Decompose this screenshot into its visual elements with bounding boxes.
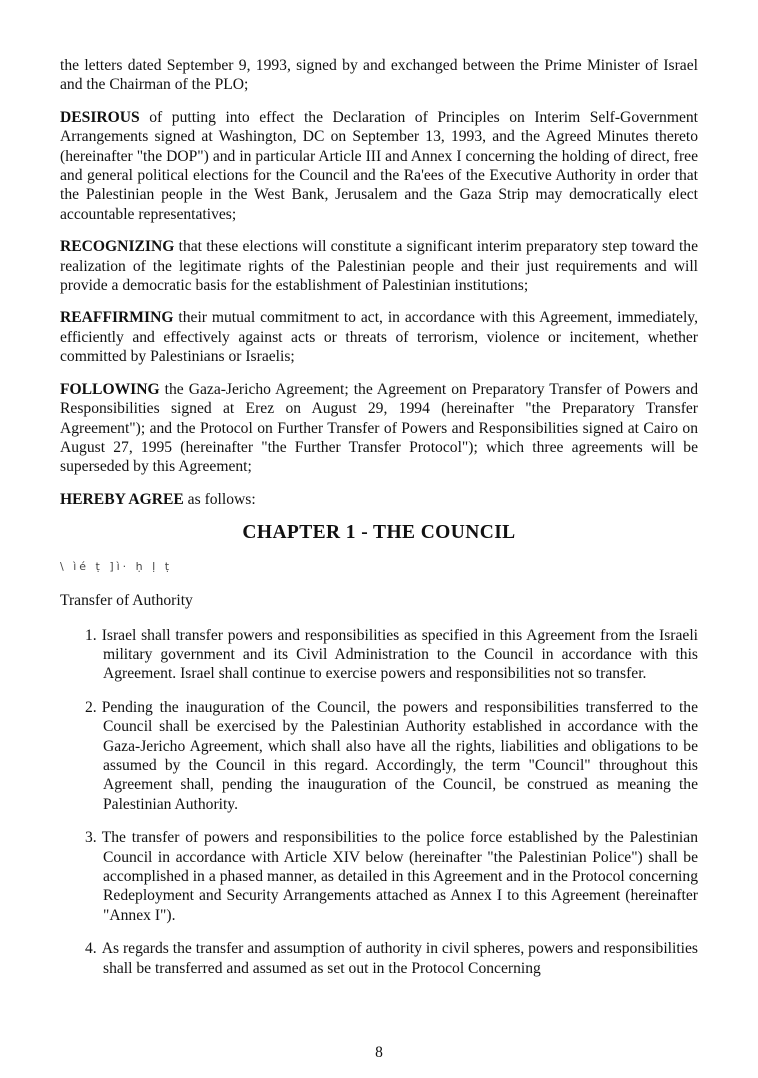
page-number: 8 bbox=[375, 1044, 383, 1061]
list-item-text: Israel shall transfer powers and responsibilities as specified in this Agreement from the Israeli military government and its Civil Administration to the Council in accordance with this Agreement. Israel shall continue to exercise powers and responsibilities not so transfer. bbox=[101, 626, 698, 683]
hereby-agree-paragraph bbox=[60, 490, 698, 509]
list-item-number: 2. bbox=[85, 698, 97, 716]
paragraph-text: their mutual commitment to act, in accordance with this Agreement, immediately, efficiently and effectively against acts or threats of terrorism, violence or incitement, whether committed by Palestinians or Israelis; bbox=[60, 309, 698, 366]
paragraph-text: the Gaza-Jericho Agreement; the Agreement on Preparatory Transfer of Powers and Responsibilities signed at Erez on August 29, 1994 (hereinafter "the Preparatory Transfer Agreement"); and the Protocol on Further Transfer of Powers and Responsibilities signed at Cairo on August 27, 1995 (hereinafter "the Further Transfer Protocol"); which three agreements will be superseded by this Agreement; bbox=[60, 380, 698, 476]
list-item-text: As regards the transfer and assumption of authority in civil spheres, powers and responsibilities shall be transferred and assumed as set out in the Protocol Concerning bbox=[101, 940, 698, 977]
list-item-number: 3. bbox=[85, 829, 97, 847]
paragraph-lead: DESIROUS bbox=[60, 108, 140, 126]
list-item-text: Pending the inauguration of the Council, the powers and responsibilities transferred to the Council shall be exercised by the Palestinian Authority established in accordance with the Gaza-Jericho Agreement, which shall also have all the rights, liabilities and obligations to be assumed by the Council in this regard. Accordingly, the term "Council" throughout this Agreement shall, pending the inauguration of the Council, be construed as meaning the Palestinian Authority. bbox=[101, 698, 698, 813]
recognizing-paragraph bbox=[60, 237, 698, 295]
paragraph-lead: REAFFIRMING bbox=[60, 309, 174, 327]
list-item-3 bbox=[60, 828, 698, 925]
continuation-paragraph bbox=[60, 56, 698, 95]
following-paragraph bbox=[60, 380, 698, 477]
reaffirming-paragraph bbox=[60, 308, 698, 366]
paragraph-lead: HEREBY AGREE bbox=[60, 490, 184, 508]
list-item-4 bbox=[60, 939, 698, 978]
desirous-paragraph bbox=[60, 108, 698, 224]
list-item-1 bbox=[60, 626, 698, 684]
chapter-heading: CHAPTER 1 - THE COUNCIL bbox=[242, 522, 516, 544]
list-item-number: 4. bbox=[85, 940, 97, 958]
paragraph-text: as follows: bbox=[183, 490, 256, 508]
paragraph-text: the letters dated September 9, 1993, signed by and exchanged between the Prime Minister of Israel and the Chairman of the PLO; bbox=[60, 57, 698, 94]
paragraph-lead: RECOGNIZING bbox=[60, 238, 175, 256]
document-page bbox=[60, 56, 698, 992]
scan-artifact-mark: \ ìé ṭ ]ì· ḥ ḷ ṭ bbox=[60, 560, 173, 574]
paragraph-text: that these elections will constitute a significant interim preparatory step toward the realization of the legitimate rights of the Palestinian people and their just requirements and will provide a democratic basis for the establishment of Palestinian institutions; bbox=[60, 238, 698, 295]
section-title: Transfer of Authority bbox=[60, 592, 193, 610]
list-item-number: 1. bbox=[85, 626, 97, 644]
paragraph-lead: FOLLOWING bbox=[60, 380, 160, 398]
list-item-text: The transfer of powers and responsibilities to the police force established by the Palestinian Council in accordance with Article XIV below (hereinafter "the Palestinian Police") shall be accomplished in a phased manner, as detailed in this Agreement and in the Protocol concerning Redeployment and Security Arrangements attached as Annex I to this Agreement (hereinafter "Annex I"). bbox=[101, 829, 698, 924]
list-item-2 bbox=[60, 698, 698, 814]
paragraph-text: of putting into effect the Declaration of Principles on Interim Self-Government Arrangements signed at Washington, DC on September 13, 1993, and the Agreed Minutes thereto (hereinafter "the DOP") and in particular Article III and Annex I concerning the holding of direct, free and general political elections for the Council and the Ra'ees of the Executive Authority in order that the Palestinian people in the West Bank, Jerusalem and the Gaza Strip may democratically elect accountable representatives; bbox=[60, 108, 698, 223]
